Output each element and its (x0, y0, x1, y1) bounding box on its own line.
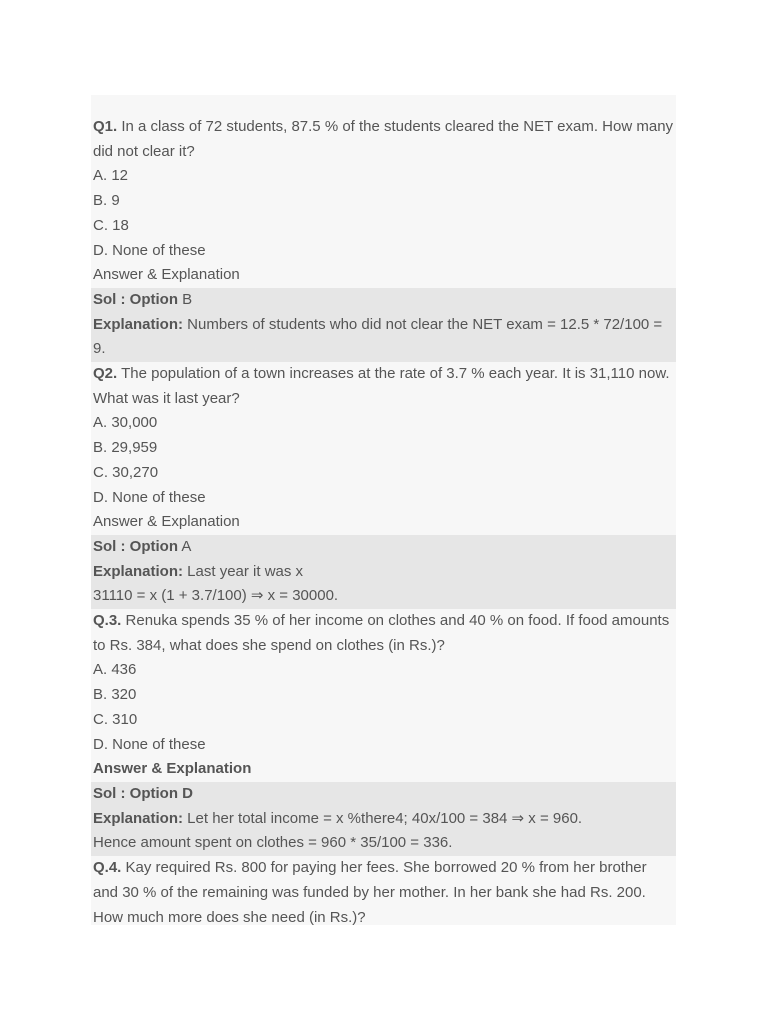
explanation-line-2: 31110 = x (1 + 3.7/100) ⇒ x = 30000. (93, 587, 339, 605)
explanation-text: Last year it was x (183, 562, 304, 580)
answer-explanation-toggle[interactable]: Answer & Explanation (93, 513, 240, 531)
explanation-line-2: Hence amount spent on clothes = 960 * 35/100 = 336. (93, 834, 453, 852)
question-text: Renuka spends 35 % of her income on clothes and 40 % on food. If food amounts to Rs. 384, what does she spend on clothes (in Rs.)? (93, 612, 670, 654)
solution-line (91, 288, 676, 313)
solution-block (91, 288, 676, 362)
option-c: C. 310 (93, 710, 138, 728)
question-text: Kay required Rs. 800 for paying her fees. She borrowed 20 % from her brother and 30 % of the remaining was funded by her mother. In her bank she had Rs. 200. How much more does she need (in Rs.)? (93, 859, 647, 926)
question-4 (91, 856, 676, 930)
option-b: B. 320 (93, 686, 137, 704)
question-text: The population of a town increases at the rate of 3.7 % each year. It is 31,110 now. What was it last year? (93, 365, 670, 407)
option-b: B. 9 (93, 192, 120, 210)
explanation-line (91, 807, 676, 832)
question-number: Q2. (93, 365, 118, 383)
question-3 (91, 609, 676, 658)
solution-label: Sol : Option (93, 537, 178, 555)
question-number: Q1. (93, 118, 118, 135)
solution-value: B (177, 290, 193, 308)
explanation-line (91, 313, 676, 362)
solution-block (91, 782, 676, 856)
explanation-label: Explanation: (93, 562, 184, 580)
solution-value: A (177, 537, 192, 555)
explanation-label: Explanation: (93, 809, 184, 827)
explanation-text: Let her total income = x %there4; 40x/100 = 384 ⇒ x = 960. (183, 809, 583, 827)
option-d: D. None of these (93, 241, 206, 259)
option-a: A. 436 (93, 661, 137, 679)
option-b: B. 29,959 (93, 439, 158, 457)
question-1 (91, 115, 676, 164)
solution-block (91, 535, 676, 609)
question-number: Q.4. (93, 859, 122, 877)
explanation-line (91, 560, 676, 585)
answer-explanation-toggle[interactable]: Answer & Explanation (93, 266, 240, 284)
answer-explanation-toggle[interactable]: Answer & Explanation (93, 760, 252, 778)
solution-label: Sol : Option D (93, 784, 193, 802)
question-number: Q.3. (93, 612, 122, 630)
option-d: D. None of these (93, 488, 206, 506)
option-a: A. 12 (93, 167, 129, 185)
explanation-text: Numbers of students who did not clear the NET exam = 12.5 * 72/100 = 9. (93, 315, 663, 358)
solution-line (91, 782, 676, 807)
solution-label: Sol : Option (93, 290, 178, 308)
quiz-document (91, 95, 676, 925)
explanation-label: Explanation: (93, 315, 184, 333)
question-2 (91, 362, 676, 411)
solution-line (91, 535, 676, 560)
option-a: A. 30,000 (93, 414, 158, 432)
option-c: C. 18 (93, 216, 129, 234)
question-text: In a class of 72 students, 87.5 % of the students cleared the NET exam. How many did not clear it? (93, 118, 674, 160)
option-c: C. 30,270 (93, 463, 159, 481)
option-d: D. None of these (93, 735, 206, 753)
